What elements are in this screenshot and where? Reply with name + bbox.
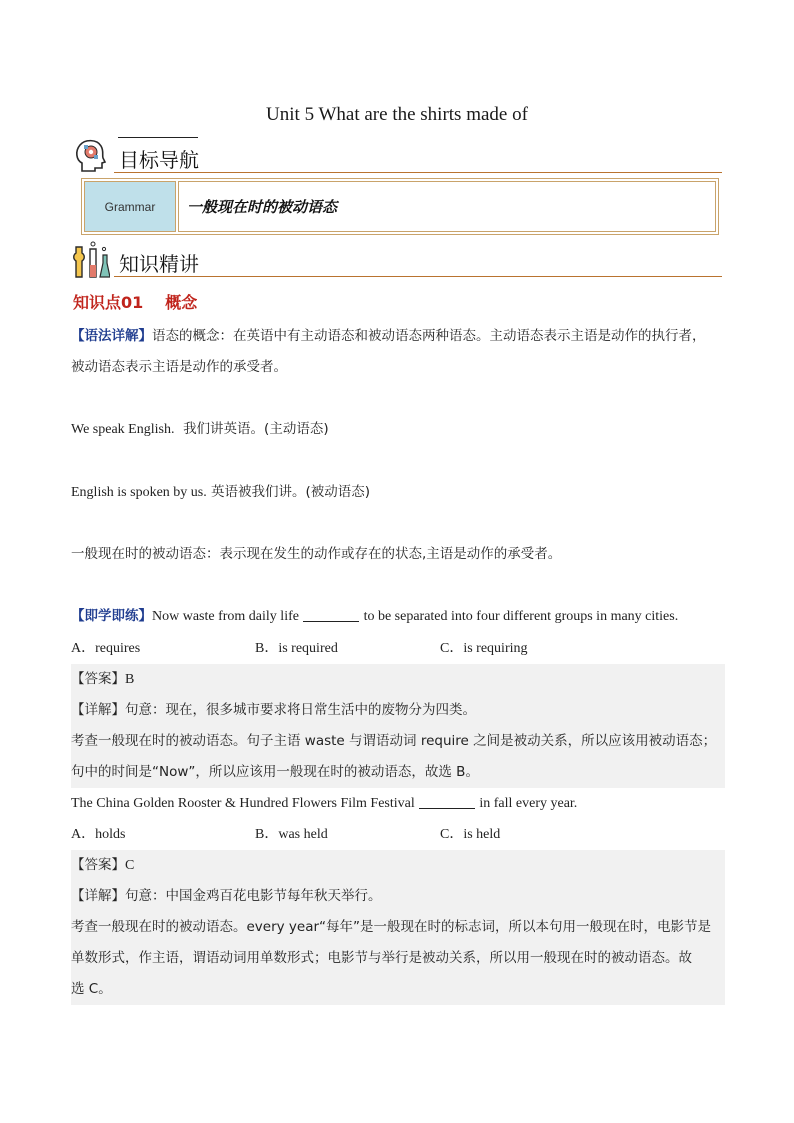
section-header-knowledge	[70, 239, 722, 277]
knowledge-point-name: 概念	[165, 293, 198, 312]
example-passive-en: English is spoken by us.	[71, 485, 207, 500]
exercise-2-question-start: The China Golden Rooster & Hundred Flowers Film Festival	[71, 796, 415, 811]
exercise-2-answer	[71, 850, 725, 881]
answer-value: C	[125, 858, 135, 873]
section-title-target: 目标导航	[119, 148, 199, 172]
definition: 一般现在时的被动语态：表示现在发生的动作或存在的状态,主语是动作的承受者。	[71, 546, 562, 562]
grammar-explanation	[71, 321, 725, 383]
explain-line-1: 语态的概念：在英语中有主动语态和被动语态两种语态。主动语态表示主语是动作的执行者，	[152, 328, 706, 344]
flask-icon	[70, 239, 110, 279]
detail-tag: 【详解】	[71, 702, 125, 718]
detail-text: 句意：现在，很多城市要求将日常生活中的废物分为四类。	[125, 702, 476, 718]
exercise-1-options	[71, 633, 725, 664]
exercise-2-detail-1	[71, 881, 725, 912]
exercise-1-detail-1	[71, 695, 725, 726]
exercise-2-detail-3: 单数形式，作主语，谓语动词用单数形式；电影节与举行是被动关系，所以用一般现在时的被动语态。故	[71, 943, 725, 974]
option-c: C．is requiring	[440, 641, 528, 656]
section-header-target	[70, 135, 722, 173]
knowledge-point-title	[73, 290, 197, 313]
exercise-1-question-start: Now waste from daily life	[152, 609, 299, 624]
answer-value: B	[125, 672, 135, 687]
exercise-2-detail-2: 考查一般现在时的被动语态。every year“每年”是一般现在时的标志词，所以本句用一般现在时，电影节是	[71, 912, 725, 943]
option-c: C．is held	[440, 827, 501, 842]
example-passive	[71, 477, 725, 508]
option-b: B．is required	[255, 641, 338, 656]
exercise-2-question	[71, 788, 725, 819]
grammar-table	[81, 178, 719, 235]
explain-tag: 【语法详解】	[71, 328, 152, 344]
detail-tag: 【详解】	[71, 888, 125, 904]
exercise-1-detail-2: 考查一般现在时的被动语态。句子主语 waste 与谓语动词 require 之间是被动关系，所以应该用被动语态；	[71, 726, 725, 757]
option-b: B．was held	[255, 827, 328, 842]
exercise-2-detail-4: 选 C。	[71, 974, 725, 1005]
exercise-1-question	[71, 601, 725, 632]
knowledge-point-number: 知识点01	[73, 293, 144, 312]
example-active	[71, 414, 725, 445]
exercise-1-answer	[71, 664, 725, 695]
answer-tag: 【答案】	[71, 857, 125, 873]
exercise-2-options	[71, 819, 725, 850]
explain-line-2: 被动语态表示主语是动作的承受者。	[71, 359, 287, 375]
brain-gear-icon	[70, 135, 110, 175]
page-title: Unit 5 What are the shirts made of	[266, 104, 528, 125]
example-active-zh: 我们讲英语。(主动语态)	[183, 421, 329, 437]
answer-tag: 【答案】	[71, 671, 125, 687]
answer-blank	[303, 607, 359, 622]
exercise-2-question-end: in fall every year.	[479, 796, 578, 811]
option-a: A．holds	[71, 827, 126, 842]
answer-blank	[419, 794, 475, 809]
exercise-1-detail-3: 句中的时间是“Now”，所以应该用一般现在时的被动语态，故选 B。	[71, 757, 725, 788]
grammar-cell-topic: 一般现在时的被动语态	[178, 181, 716, 232]
example-passive-zh: 英语被我们讲。(被动语态)	[211, 484, 371, 500]
exercise-1-question-end: to be separated into four different groups in many cities.	[363, 609, 679, 624]
section-title-knowledge: 知识精讲	[119, 252, 199, 276]
detail-text: 句意：中国金鸡百花电影节每年秋天举行。	[125, 888, 382, 904]
example-active-en: We speak English.	[71, 422, 175, 437]
option-a: A．requires	[71, 641, 141, 656]
grammar-cell-label: Grammar	[84, 181, 176, 232]
exercise-tag: 【即学即练】	[71, 608, 152, 624]
